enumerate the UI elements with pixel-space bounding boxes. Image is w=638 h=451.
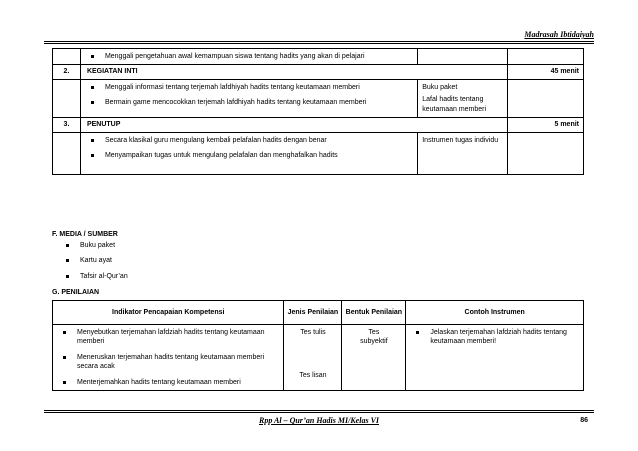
phase-number: 3. — [53, 118, 81, 132]
penilaian-title: G. PENILAIAN — [52, 289, 100, 296]
number-cell — [53, 132, 81, 174]
phase-label: KEGIATAN INTI — [80, 65, 507, 79]
penilaian-table — [52, 300, 584, 391]
list-item: Menggali informasi tentang terjemah lafdhiyah hadits tentang keutamaan memberi — [85, 83, 413, 92]
list-item: Menggali pengetahuan awal kemampuan siswa tentang hadits yang akan di pelajari — [85, 52, 413, 61]
time-cell — [508, 132, 584, 174]
list-item: Tafsir al-Qur’an — [60, 272, 128, 281]
contoh-cell — [406, 325, 584, 391]
phase-number: 2. — [53, 65, 81, 79]
phase-time: 45 menit — [508, 65, 584, 79]
column-header: Bentuk Penilaian — [342, 301, 406, 325]
resource-text: Buku paket — [422, 83, 458, 91]
activity-cell — [80, 79, 417, 117]
activity-cell — [80, 132, 417, 174]
column-header: Jenis Penilaian — [284, 301, 342, 325]
table-row — [53, 132, 584, 174]
column-header: Indikator Pencapaian Kompetensi — [53, 301, 284, 325]
media-list — [60, 241, 128, 281]
table-header-row — [53, 301, 584, 325]
header-title: Madrasah Ibtidaiyah — [524, 30, 594, 39]
page-number: 86 — [580, 417, 588, 424]
table-row — [53, 65, 584, 79]
table-row — [53, 325, 584, 391]
media-title: F. MEDIA / SUMBER — [52, 231, 118, 238]
footer-title: Rpp Al – Qur’an Hadis MI/Kelas VI — [258, 416, 380, 425]
jenis-text: Tes lisan — [299, 372, 327, 380]
column-header: Contoh Instrumen — [406, 301, 584, 325]
resource-text: Instrumen tugas individu — [422, 136, 499, 144]
intro-cell — [80, 49, 417, 65]
number-cell — [53, 49, 81, 65]
jenis-text: Tes tulis — [300, 329, 326, 336]
list-item: Bermain game mencocokkan terjemah lafdhiyah hadits tentang keutamaan memberi — [85, 98, 413, 107]
header-rule — [44, 41, 594, 44]
table-row — [53, 118, 584, 132]
table-row — [53, 49, 584, 65]
jenis-cell — [284, 325, 342, 391]
list-item: Buku paket — [60, 241, 128, 250]
bentuk-text: Tes subyektif — [360, 329, 388, 346]
list-item: Meneruskan terjemahan hadits tentang keutamaan memberi secara acak — [57, 353, 279, 372]
table-row — [53, 79, 584, 117]
list-item: Jelaskan terjemahan lafdziah hadits tentang keutamaan memberi! — [410, 328, 579, 347]
kegiatan-table — [52, 48, 584, 175]
list-item: Secara klasikal guru mengulang kembali pelafalan hadits dengan benar — [85, 136, 413, 145]
time-cell — [508, 49, 584, 65]
footer-rule — [44, 410, 594, 413]
list-item: Menyebutkan terjemahan lafdziah hadits tentang keutamaan memberi — [57, 328, 279, 347]
phase-label: PENUTUP — [80, 118, 507, 132]
number-cell — [53, 79, 81, 117]
list-item: Menterjemahkan hadits tentang keutamaan memberi — [57, 378, 279, 387]
list-item: Kartu ayat — [60, 256, 128, 265]
resource-text: Lafal hadits tentang keutamaan memberi — [422, 96, 487, 113]
bentuk-cell — [342, 325, 406, 391]
resource-cell — [418, 49, 508, 65]
resource-cell — [418, 132, 508, 174]
list-item: Menyampaikan tugas untuk mengulang pelafalan dan menghafalkan hadits — [85, 151, 413, 160]
indikator-cell — [53, 325, 284, 391]
phase-time: 5 menit — [508, 118, 584, 132]
time-cell — [508, 79, 584, 117]
resource-cell — [418, 79, 508, 117]
